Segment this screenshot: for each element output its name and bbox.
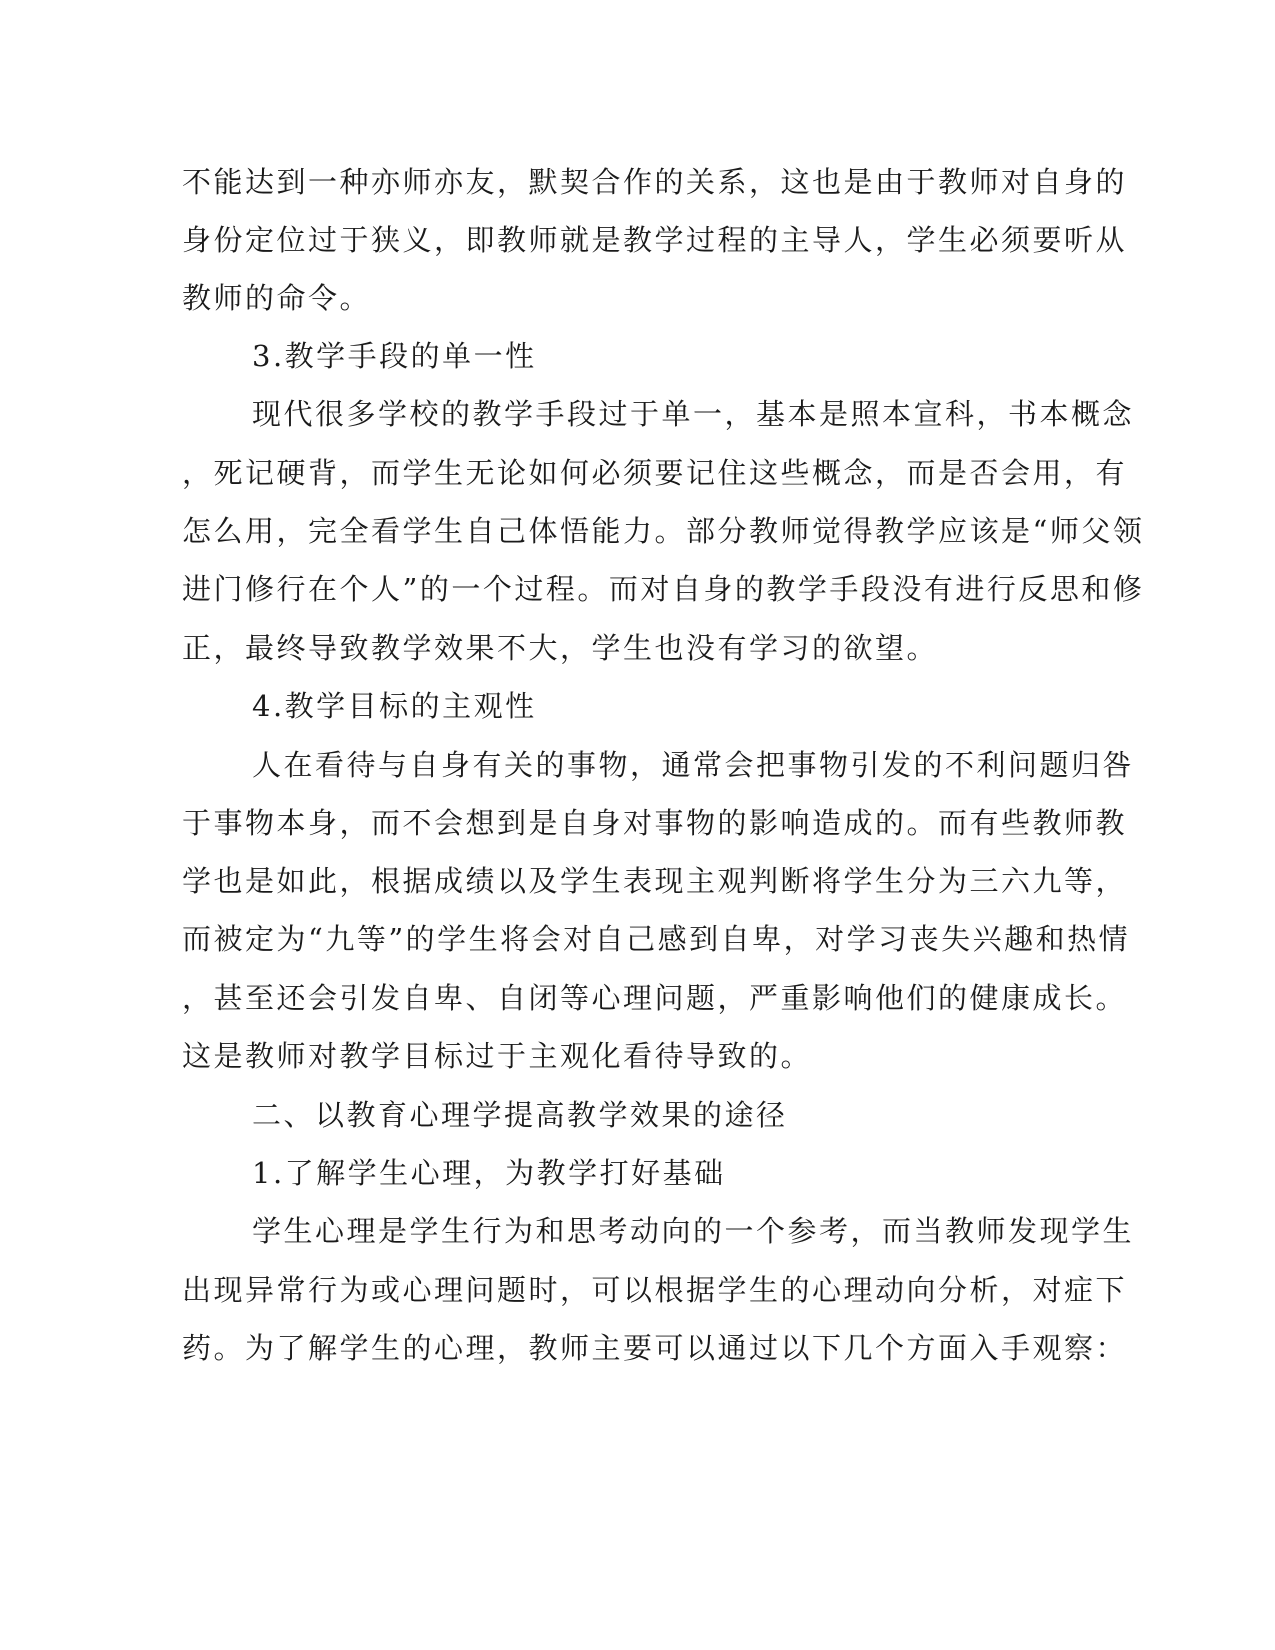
- text-line: 药。为了解学生的心理，教师主要可以通过以下几个方面入手观察：: [182, 1331, 1128, 1365]
- text-line: ，死记硬背，而学生无论如何必须要记住这些概念，而是否会用，有: [182, 456, 1128, 490]
- text-line: 教师的命令。: [182, 281, 372, 315]
- section-heading: 4.教学目标的主观性: [252, 689, 537, 723]
- text-line: 人在看待与自身有关的事物，通常会把事物引发的不利问题归咎: [252, 748, 1135, 782]
- subsection-heading: 1.了解学生心理，为教学打好基础: [252, 1156, 726, 1190]
- text-line: 而被定为“九等”的学生将会对自己感到自卑，对学习丧失兴趣和热情: [182, 922, 1131, 956]
- section-heading: 二、以教育心理学提高教学效果的途径: [252, 1098, 788, 1132]
- text-line: 正，最终导致教学效果不大，学生也没有学习的欲望。: [182, 631, 939, 665]
- text-line: 进门修行在个人”的一个过程。而对自身的教学手段没有进行反思和修: [182, 572, 1145, 606]
- text-line: ，甚至还会引发自卑、自闭等心理问题，严重影响他们的健康成长。: [182, 981, 1128, 1015]
- text-line: 怎么用，完全看学生自己体悟能力。部分教师觉得教学应该是“师父领: [182, 514, 1145, 548]
- section-heading: 3.教学手段的单一性: [252, 339, 537, 373]
- text-line: 出现异常行为或心理问题时，可以根据学生的心理动向分析，对症下: [182, 1273, 1128, 1307]
- text-line: 现代很多学校的教学手段过于单一，基本是照本宣科，书本概念: [252, 397, 1135, 431]
- text-line: 不能达到一种亦师亦友，默契合作的关系，这也是由于教师对自身的: [182, 165, 1128, 199]
- text-line: 于事物本身，而不会想到是自身对事物的影响造成的。而有些教师教: [182, 806, 1128, 840]
- text-line: 学生心理是学生行为和思考动向的一个参考，而当教师发现学生: [252, 1214, 1135, 1248]
- text-line: 这是教师对教学目标过于主观化看待导致的。: [182, 1039, 813, 1073]
- text-line: 学也是如此，根据成绩以及学生表现主观判断将学生分为三六九等，: [182, 864, 1128, 898]
- text-line: 身份定位过于狭义，即教师就是教学过程的主导人，学生必须要听从: [182, 223, 1128, 257]
